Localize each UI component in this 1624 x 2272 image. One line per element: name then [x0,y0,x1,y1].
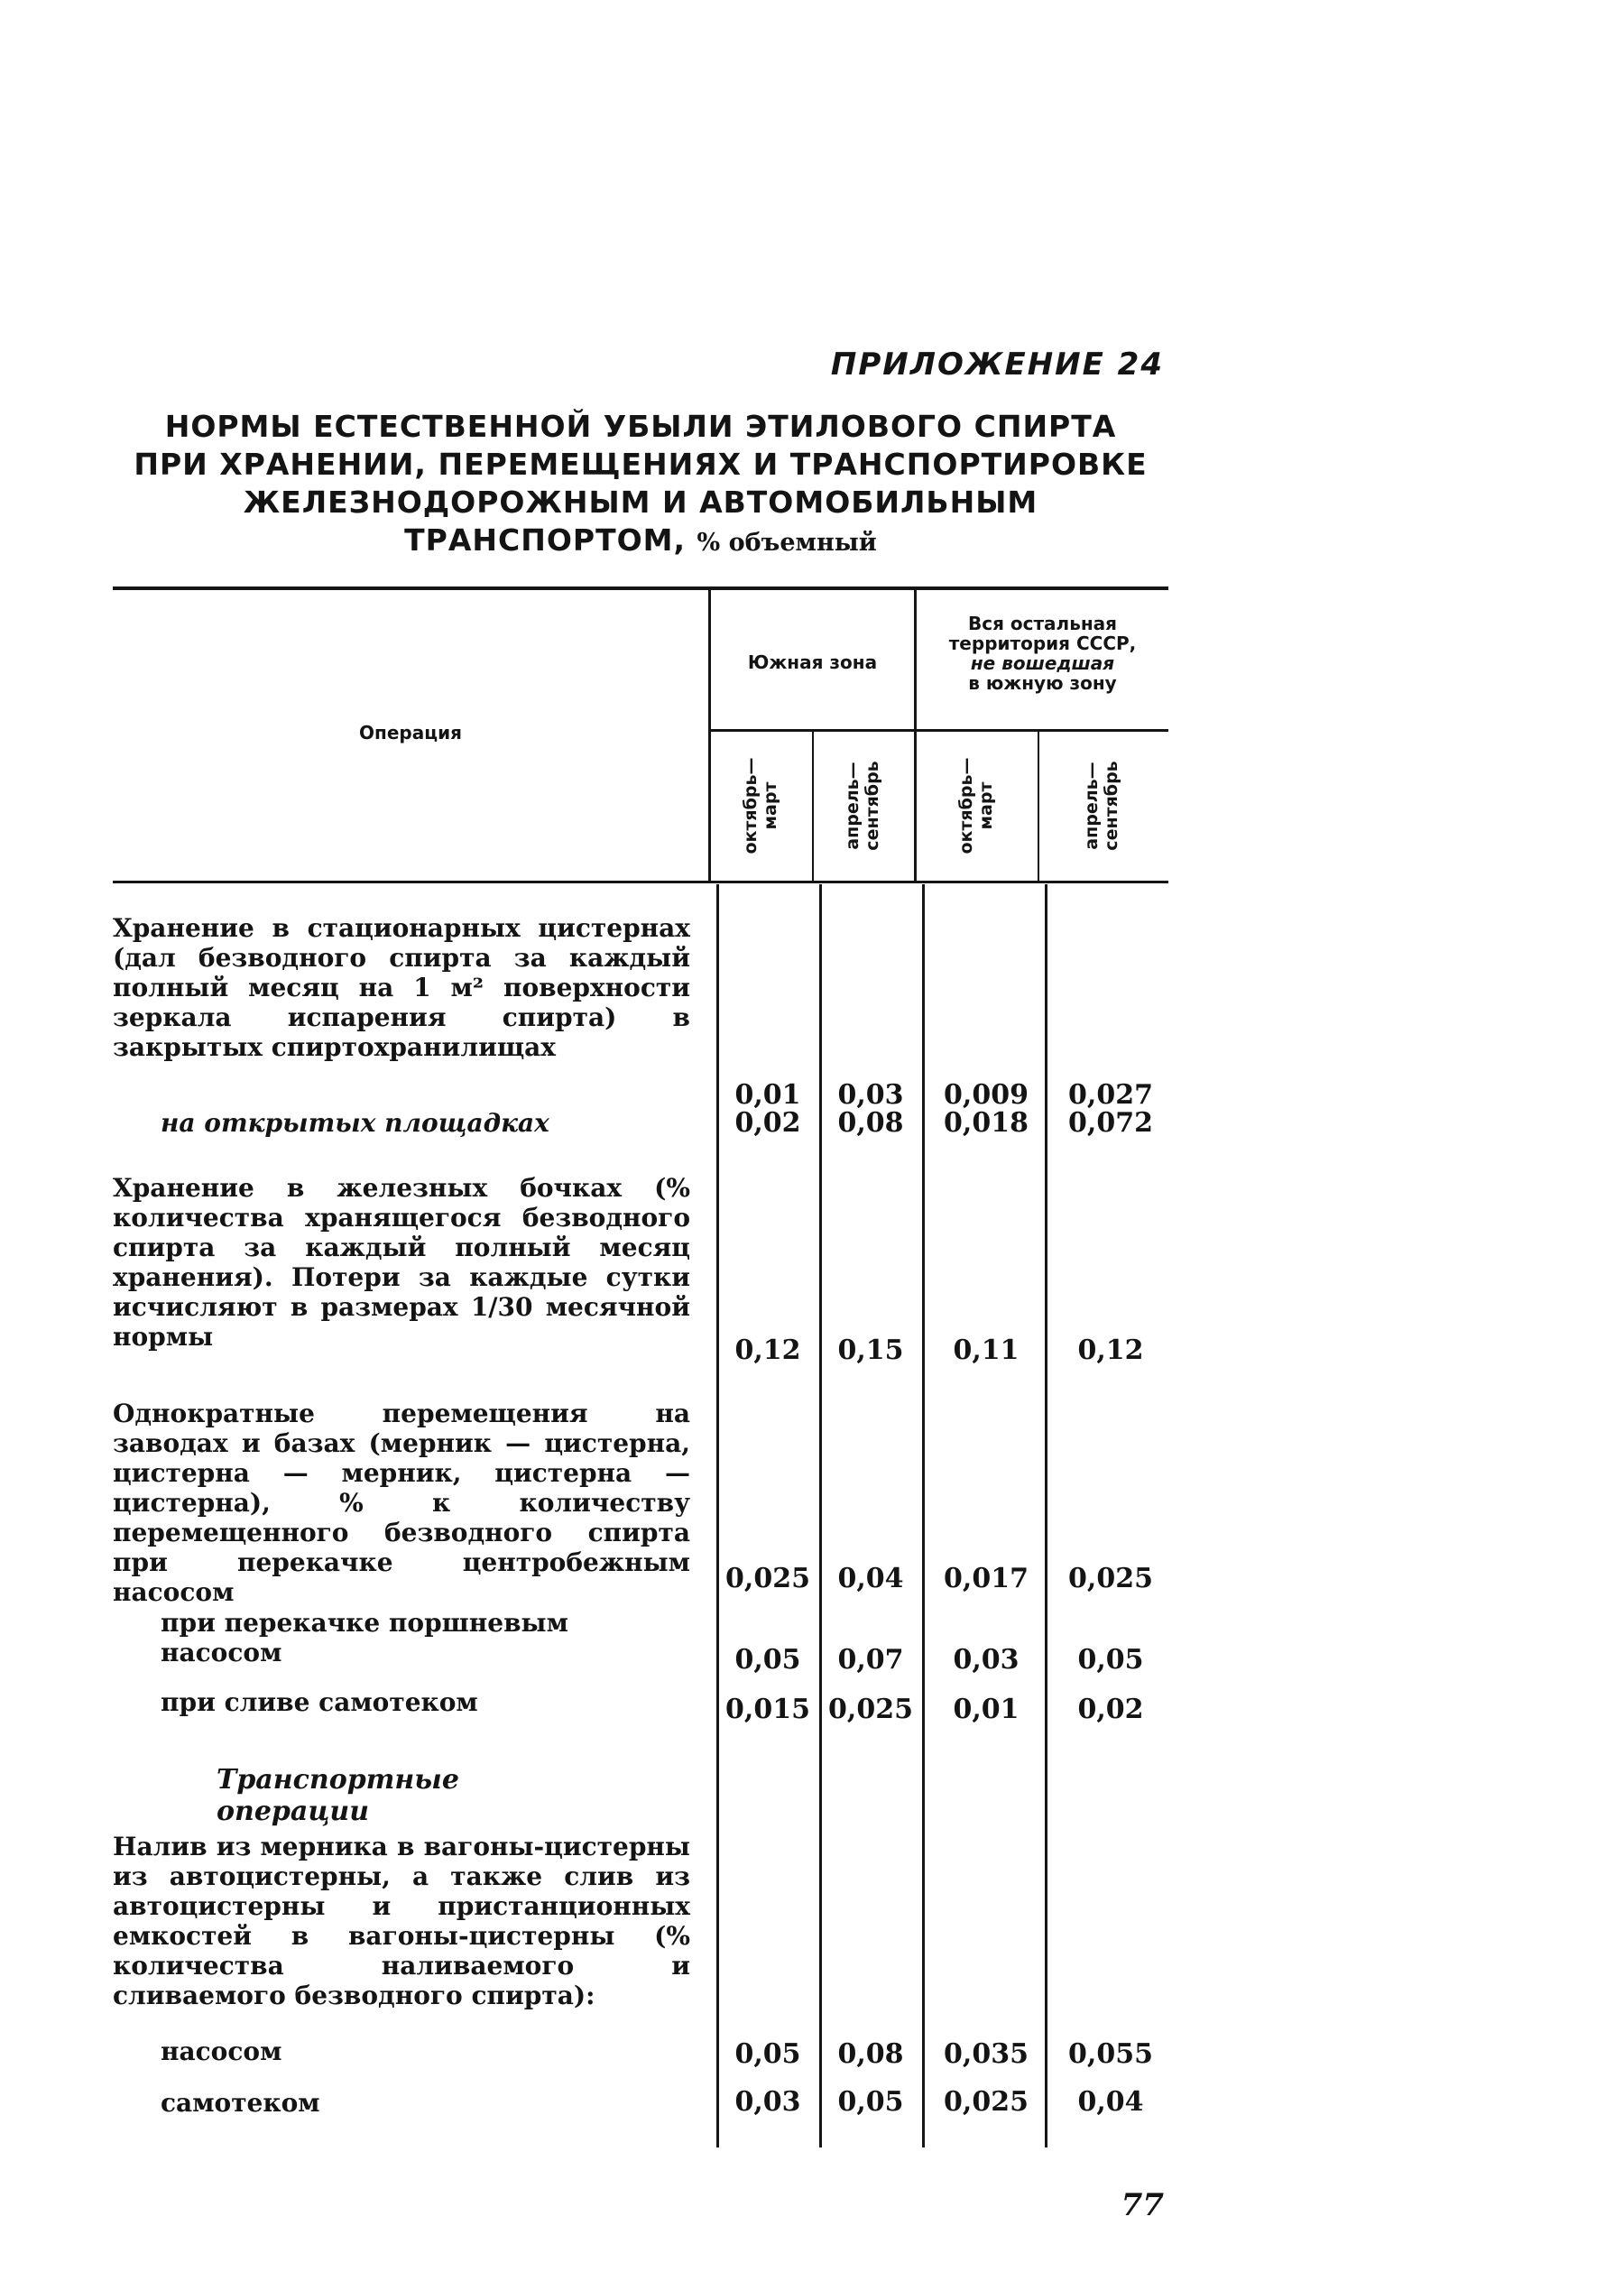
cell-r5-c3: 0,03 [953,1644,1020,1676]
cell-t2-c1: 0,03 [734,2086,801,2118]
cell-r6-c1: 0,015 [725,1694,810,1725]
cell-r6-c4: 0,02 [1077,1694,1144,1725]
title-line-3: ЖЕЛЕЗНОДОРОЖНЫМ И АВТОМОБИЛЬНЫМ [243,485,1038,520]
cell-t2-c3: 0,025 [944,2086,1029,2118]
cell-r3-c1: 0,12 [734,1335,801,1366]
title-line-2: ПРИ ХРАНЕНИИ, ПЕРЕМЕЩЕНИЯХ И ТРАНСПОРТИРОВКЕ [134,447,1148,482]
document-title [108,408,1173,562]
cell-t1-c1: 0,05 [734,2038,801,2070]
title-line-4: ТРАНСПОРТОМ, % объемный [404,522,877,558]
row-gravity-label: самотеком [161,2088,320,2118]
cell-r4-c1: 0,025 [725,1563,810,1594]
page-number: 77 [1121,2187,1164,2223]
header-bottom-rule [113,881,1168,883]
subheader-rule-rest [916,729,1168,732]
cell-r4-c2: 0,04 [837,1563,904,1594]
row-pump-label: насосом [161,2036,282,2066]
cell-r3-c4: 0,12 [1077,1335,1144,1366]
row-stationary-tanks-label: Хранение в стационарных цистернах (дал безводного спирта за каждый полный месяц на 1 м² поверхности зеркала испарения спирта) в закрытых спиртохранилищах [113,913,690,1062]
cell-t1-c3: 0,035 [944,2038,1029,2070]
cell-r1-c2: 0,03 [837,1079,904,1111]
cell-r2-c3: 0,018 [944,1107,1029,1139]
title-line-1: НОРМЫ ЕСТЕСТВЕННОЙ УБЫЛИ ЭТИЛОВОГО СПИРТА [164,409,1117,444]
transport-intro-label: Налив из мерника в вагоны-цистерны из автоцистерны, а также слив из автоцистерны и пристанционных емкостей в вагоны-цистерны (% количества наливаемого и сливаемого безводного спирта): [113,1832,690,2010]
appendix-label: ПРИЛОЖЕНИЕ 24 [830,346,1164,383]
row-transfers-centrifugal-label: Однократные перемещения на заводах и базах (мерник — цистерна, цистерна — мерник, цистерна — цистерна), % к количеству перемещенного безводного спирта при перекачке центробежным насосом [113,1399,690,1607]
row-iron-barrels-label: Хранение в железных бочках (% количества хранящегося безводного спирта за каждый полный месяц хранения). Потери за каждые сутки исчисляют в размерах 1/30 месячной нормы [113,1173,690,1352]
table-top-rule [113,586,1168,590]
title-unit: % объемный [697,529,877,557]
header-vline-2 [812,732,814,881]
body-vline-3 [922,884,925,2147]
cell-t2-c4: 0,04 [1077,2086,1144,2118]
cell-r3-c3: 0,11 [953,1335,1020,1366]
cell-t1-c2: 0,08 [837,2038,904,2070]
cell-r2-c2: 0,08 [837,1107,904,1139]
row-piston-pump-label: при перекачке поршневым насосом [161,1608,568,1667]
header-south-zone: Южная зона [747,651,878,673]
row-open-sites-label: на открытых площадках [161,1108,549,1138]
cell-r1-c4: 0,027 [1068,1079,1153,1111]
cell-r2-c4: 0,072 [1068,1107,1153,1139]
header-operation: Операция [359,722,462,743]
header-rest-apr-sep: апрель—сентябрь [1082,761,1121,851]
body-vline-4 [1045,884,1047,2147]
header-vline-1 [708,590,711,881]
header-rest-oct-mar: октябрь—март [956,757,996,854]
row-gravity-drain-label: при сливе самотеком [161,1687,478,1717]
cell-r1-c3: 0,009 [944,1079,1029,1111]
cell-r5-c4: 0,05 [1077,1644,1144,1676]
section-transport-operations: Транспортные операции [217,1764,459,1827]
cell-r4-c4: 0,025 [1068,1563,1153,1594]
cell-r1-c1: 0,01 [734,1079,801,1111]
cell-r2-c1: 0,02 [734,1107,801,1139]
cell-t2-c2: 0,05 [837,2086,904,2118]
body-vline-2 [819,884,822,2147]
cell-r4-c3: 0,017 [944,1563,1029,1594]
cell-t1-c4: 0,055 [1068,2038,1153,2070]
header-rest-territory: Вся остальная территория СССР, не вошедшая в южную зону [948,613,1137,694]
header-south-oct-mar: октябрь—март [741,757,780,854]
header-vline-4 [1038,732,1039,881]
body-vline-1 [716,884,719,2147]
cell-r5-c1: 0,05 [734,1644,801,1676]
cell-r6-c2: 0,025 [828,1694,913,1725]
cell-r3-c2: 0,15 [837,1335,904,1366]
cell-r5-c2: 0,07 [837,1644,904,1676]
cell-r6-c3: 0,01 [953,1694,1020,1725]
header-south-apr-sep: апрель—сентябрь [843,761,882,851]
